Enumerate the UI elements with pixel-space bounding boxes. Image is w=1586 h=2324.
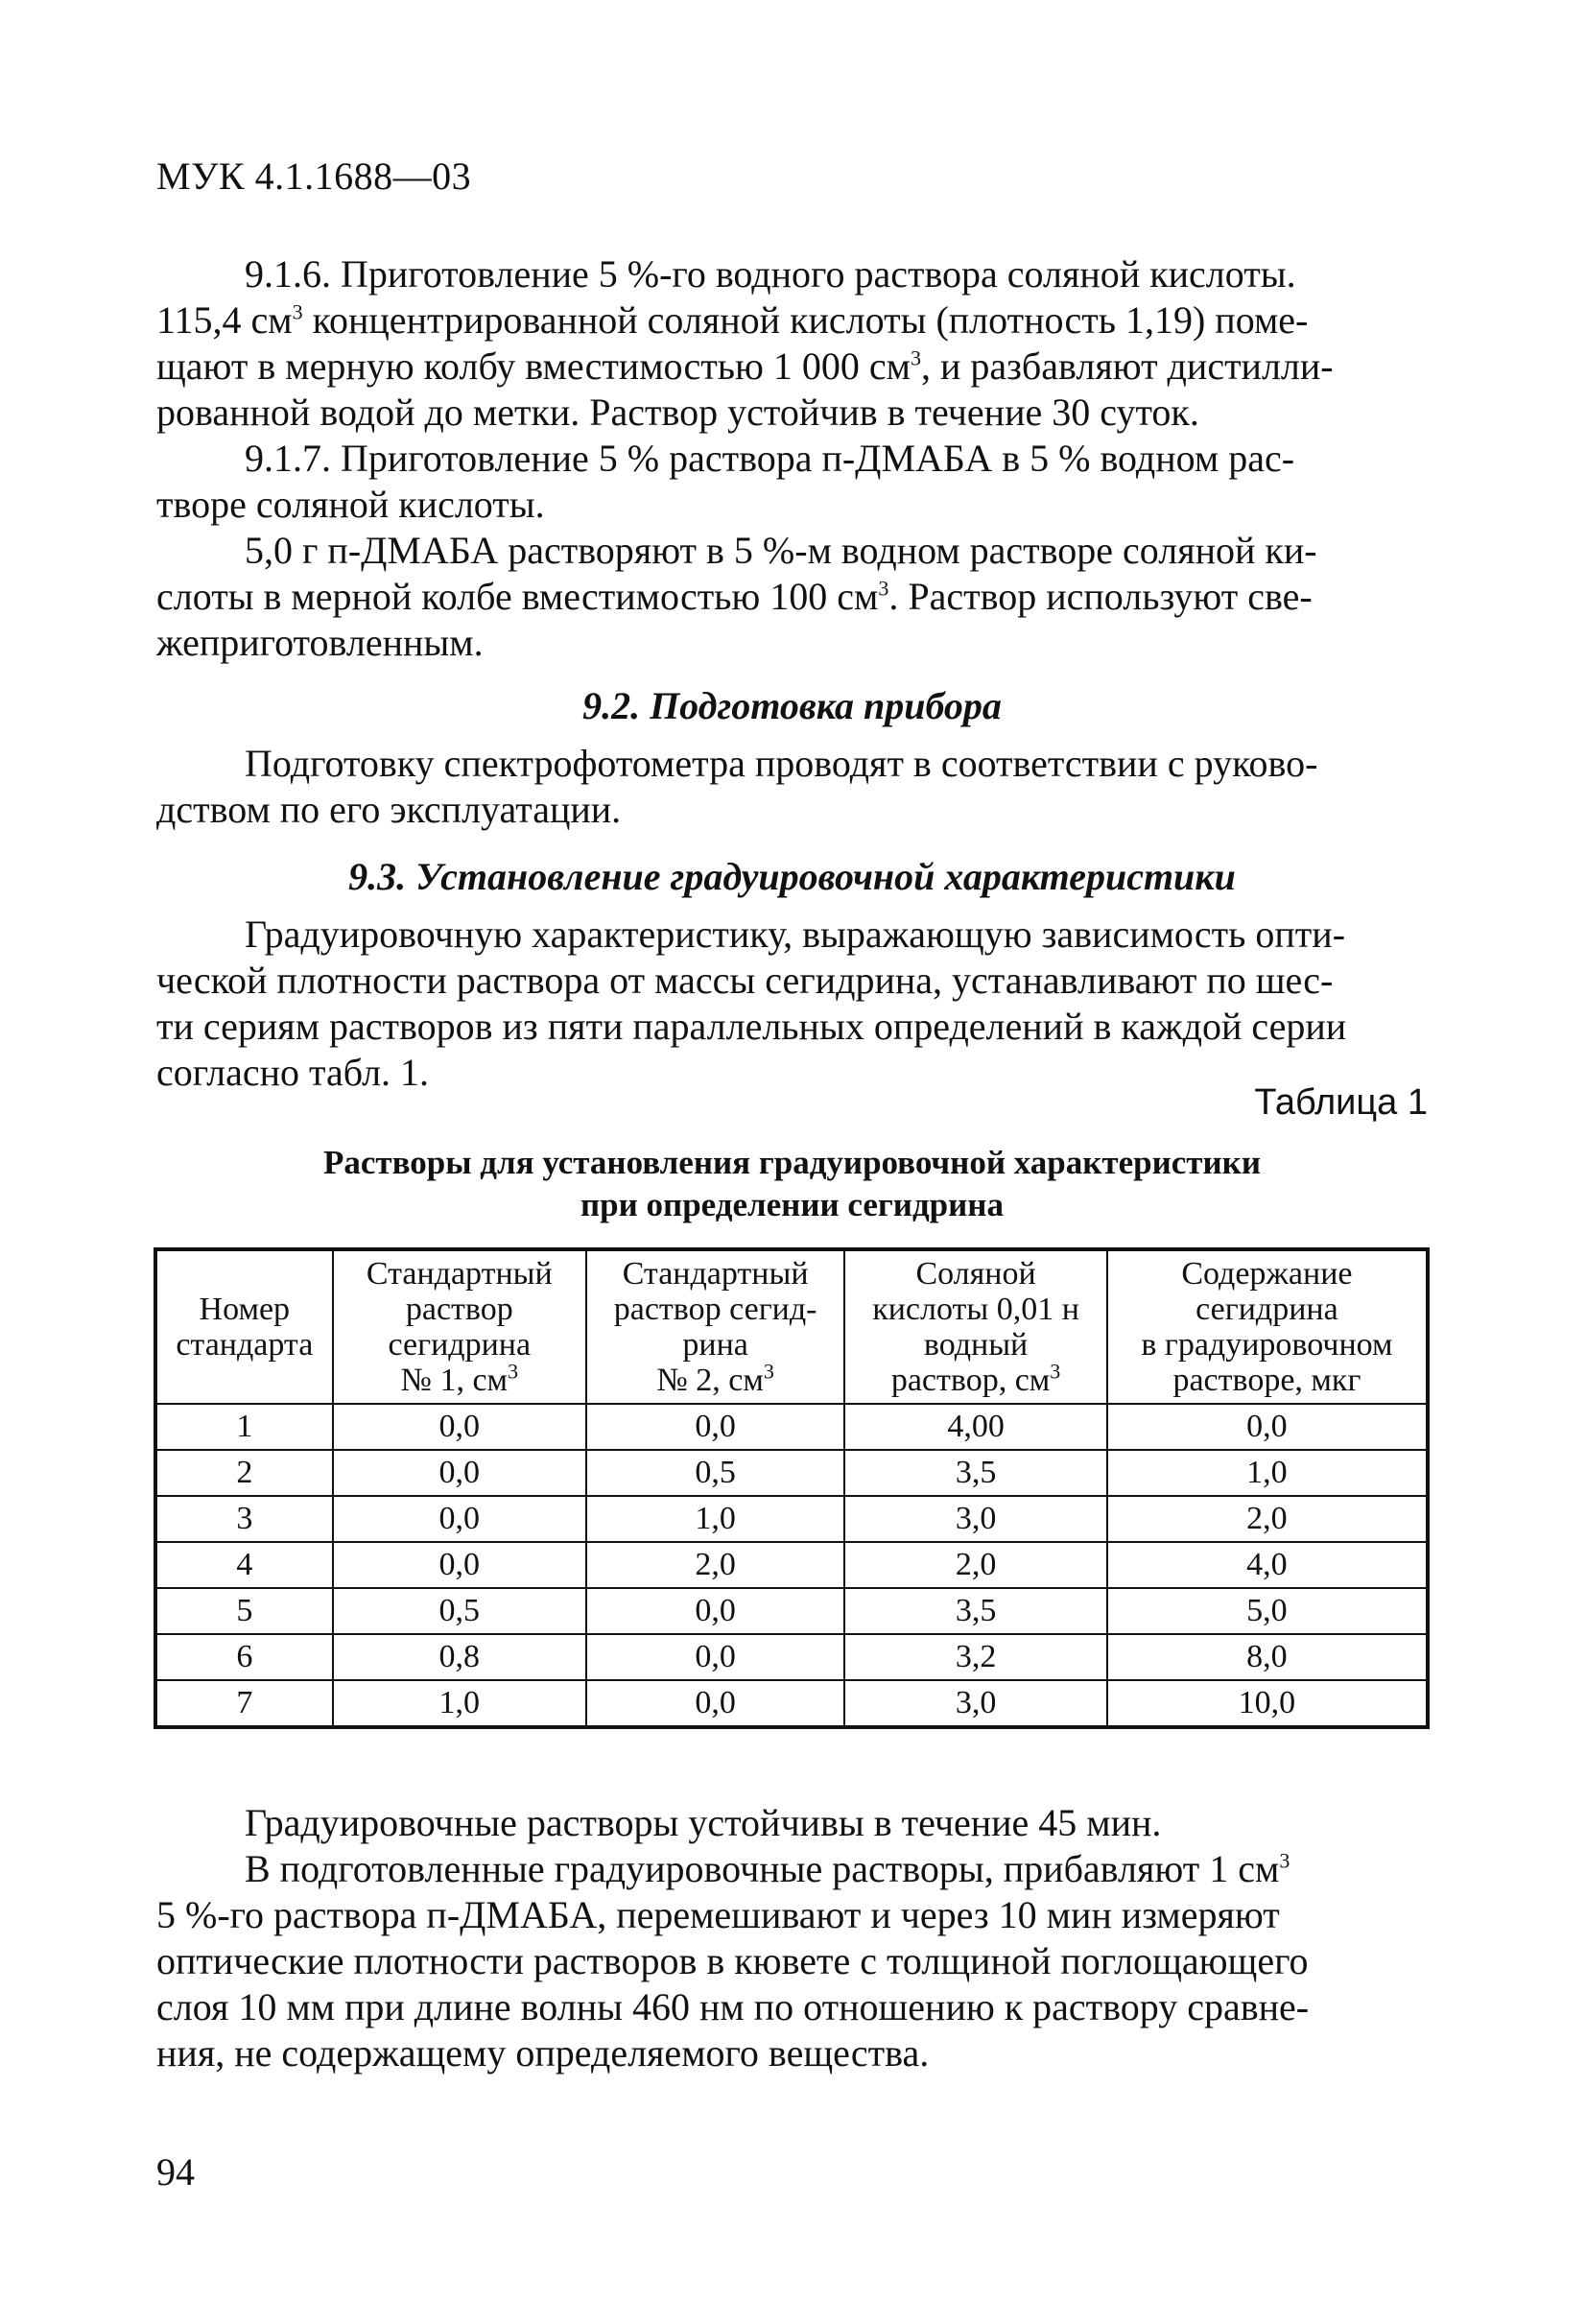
table-cell: 1,0 — [586, 1496, 844, 1542]
table-cell: 2 — [155, 1450, 333, 1496]
table-caption — [156, 1142, 1428, 1226]
text-line: щают в мерную колбу вместимостью 1 000 $см^3$, и разбавляют дистилли- — [156, 344, 1334, 388]
table-cell: 7 — [155, 1680, 333, 1727]
text-line: согласно табл. 1. — [156, 1051, 430, 1094]
table-cell: 2,0 — [844, 1542, 1107, 1588]
table-row — [155, 1634, 1428, 1680]
table-cell: 0,5 — [586, 1450, 844, 1496]
paragraph-9-3 — [156, 912, 1428, 1096]
table-cell: 0,0 — [586, 1404, 844, 1450]
table-header-row — [155, 1249, 1428, 1404]
caption-line: при определении сегидрина — [580, 1186, 1004, 1223]
table-cell: 3,5 — [844, 1588, 1107, 1634]
table-cell: 4 — [155, 1542, 333, 1588]
text-line: 9.1.6. Приготовление 5 %-го водного раствора соляной кислоты. — [245, 252, 1296, 296]
text-line: ти сериям растворов из пяти параллельных определений в каждой серии — [156, 1005, 1347, 1048]
text-line: слоя 10 мм при длине волны 460 нм по отношению к раствору сравне- — [156, 1985, 1310, 2028]
table-cell: 1,0 — [333, 1680, 586, 1727]
table-cell: 0,0 — [1107, 1404, 1428, 1450]
text-line: ческой плотности раствора от массы сегидрина, устанавливают по шес- — [156, 959, 1334, 1002]
table-cell: 3,5 — [844, 1450, 1107, 1496]
header-hcl-solution: Соляной кислоты 0,01 н водный раствор, $см^3$ — [844, 1249, 1107, 1404]
text-line: 5,0 г п-ДМАБА растворяют в 5 %-м водном растворе соляной ки- — [245, 529, 1317, 572]
table-cell: 1 — [155, 1404, 333, 1450]
table-cell: 0,0 — [333, 1496, 586, 1542]
table-cell: 3,2 — [844, 1634, 1107, 1680]
table-row — [155, 1680, 1428, 1727]
text-line: Градуировочные растворы устойчивы в течение 45 мин. — [245, 1801, 1162, 1844]
text-line: жеприготовленным. — [156, 621, 484, 664]
table-cell: 3,0 — [844, 1680, 1107, 1727]
table-label: Таблица 1 — [1254, 1082, 1428, 1123]
section-9-2-title: 9.2. Подготовка прибора — [582, 684, 1002, 727]
table-cell: 2,0 — [1107, 1496, 1428, 1542]
document-code: МУК 4.1.1688—03 — [156, 154, 472, 198]
page-number: 94 — [156, 2150, 195, 2194]
table-row — [155, 1450, 1428, 1496]
table-cell: 0,8 — [333, 1634, 586, 1680]
table-cell: 0,0 — [333, 1542, 586, 1588]
paragraph-9-1-7-body — [156, 528, 1428, 666]
table-cell: 0,0 — [333, 1450, 586, 1496]
header-standard-number: Номер стандарта — [155, 1249, 333, 1404]
paragraph-9-1-7 — [156, 436, 1428, 528]
text-line: дством по его эксплуатации. — [156, 788, 622, 831]
header-content: Содержание сегидрина в градуировочном растворе, мкг — [1107, 1249, 1428, 1404]
text-line: рованной водой до метки. Раствор устойчив в течение 30 суток. — [156, 391, 1199, 434]
table-cell: 8,0 — [1107, 1634, 1428, 1680]
table-cell: 2,0 — [586, 1542, 844, 1588]
paragraph-9-1-6 — [156, 251, 1428, 436]
text-line: ния, не содержащему определяемого вещества. — [156, 2031, 930, 2075]
text-line: 9.1.7. Приготовление 5 % раствора п-ДМАБА в 5 % водном рас- — [245, 437, 1295, 480]
text-line: Подготовку спектрофотометра проводят в соответствии с руково- — [245, 742, 1318, 785]
table-row — [155, 1588, 1428, 1634]
table-row — [155, 1542, 1428, 1588]
text-line: слоты в мерной колбе вместимостью 100 $см^3$. Раствор используют све- — [156, 575, 1313, 618]
table-cell: 0,5 — [333, 1588, 586, 1634]
section-9-3-title: 9.3. Установление градуировочной характеристики — [348, 855, 1236, 898]
text-line: 115,4 $см^3$ концентрированной соляной кислоты (плотность 1,19) поме- — [156, 298, 1309, 342]
table-cell: 4,00 — [844, 1404, 1107, 1450]
table-cell: 1,0 — [1107, 1450, 1428, 1496]
table-cell: 3,0 — [844, 1496, 1107, 1542]
table-cell: 0,0 — [333, 1404, 586, 1450]
table-cell: 6 — [155, 1634, 333, 1680]
table-row — [155, 1496, 1428, 1542]
header-standard-solution-2: Стандартный раствор сегид- рина № 2, $см^3$ — [586, 1249, 844, 1404]
table-cell: 0,0 — [586, 1634, 844, 1680]
text-line: 5 %-го раствора п-ДМАБА, перемешивают и через 10 мин измеряют — [156, 1893, 1280, 1936]
calibration-table — [154, 1247, 1430, 1729]
table-cell: 4,0 — [1107, 1542, 1428, 1588]
text-line: оптические плотности растворов в кювете с толщиной поглощающего — [156, 1939, 1309, 1982]
paragraph-after-table — [156, 1800, 1428, 2076]
table-row — [155, 1404, 1428, 1450]
header-standard-solution-1: Стандартный раствор сегидрина № 1, $см^3$ — [333, 1249, 586, 1404]
text-line: творе соляной кислоты. — [156, 483, 545, 526]
table-cell: 3 — [155, 1496, 333, 1542]
table-cell: 10,0 — [1107, 1680, 1428, 1727]
text-line: В подготовленные градуировочные растворы, прибавляют 1 $см^3$ — [245, 1847, 1290, 1890]
table-cell: 0,0 — [586, 1588, 844, 1634]
table-cell: 0,0 — [586, 1680, 844, 1727]
text-line: Градуировочную характеристику, выражающую зависимость опти- — [245, 913, 1346, 956]
caption-line: Растворы для установления градуировочной характеристики — [323, 1144, 1261, 1181]
table-cell: 5 — [155, 1588, 333, 1634]
paragraph-9-2 — [156, 741, 1428, 833]
table-cell: 5,0 — [1107, 1588, 1428, 1634]
